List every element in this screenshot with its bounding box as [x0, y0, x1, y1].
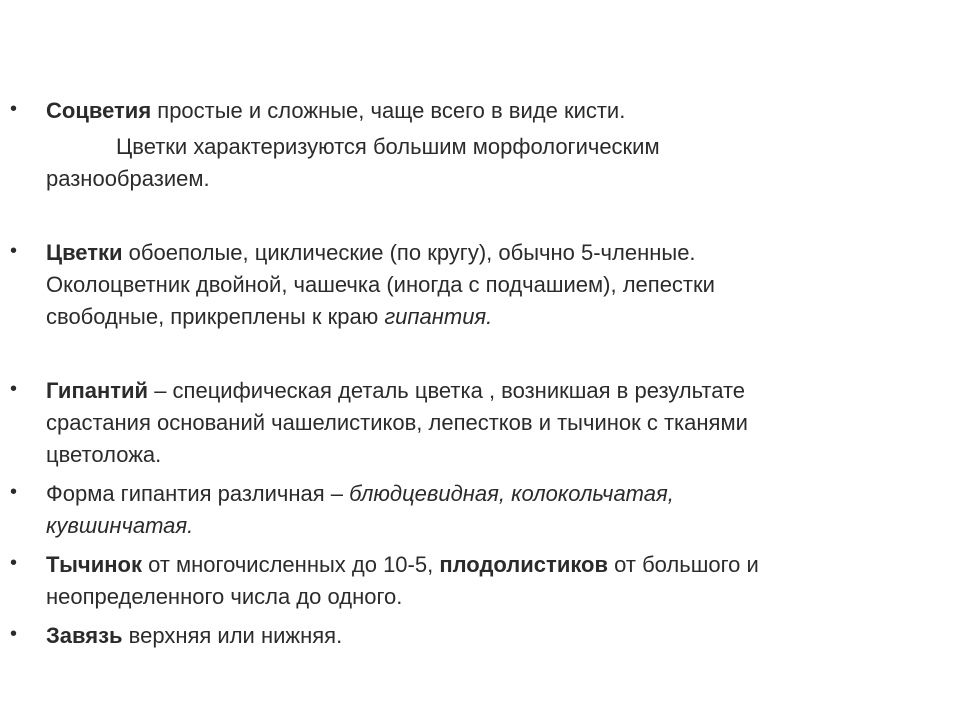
bullet-line — [46, 237, 930, 269]
bullet-icon: • — [10, 240, 18, 262]
bullet-text: Форма гипантия различная – — [46, 481, 350, 506]
bullet-line — [46, 95, 930, 127]
bullet-line — [46, 510, 930, 542]
bullet-list — [10, 95, 930, 652]
bullet-icon: • — [10, 98, 18, 120]
bullet-item-ovary — [10, 620, 930, 652]
bullet-line — [46, 478, 930, 510]
term-inflorescence: Соцветия — [46, 98, 152, 123]
bullet-line: неопределенного числа до одного. — [46, 584, 403, 609]
term-stamens: Тычинок — [46, 552, 142, 577]
bullet-line: цветоложа. — [46, 442, 162, 467]
bullet-icon: • — [10, 481, 18, 503]
italic-term: гипантия. — [384, 304, 493, 329]
bullet-line — [46, 301, 930, 333]
continuation-wrap-line: разнообразием. — [46, 166, 210, 191]
bullet-line: срастания оснований чашелистиков, лепестков и тычинок с тканями — [46, 410, 748, 435]
bullet-text: верхняя или нижняя. — [122, 623, 343, 648]
bullet-icon: • — [10, 378, 18, 400]
bullet-text: обоеполые, циклические (по кругу), обычно 5-членные. — [122, 240, 696, 265]
bullet-line — [46, 549, 930, 581]
term-flowers: Цветки — [46, 240, 123, 265]
bullet-text: свободные, прикреплены к краю — [46, 304, 385, 329]
italic-forms: кувшинчатая. — [46, 513, 194, 538]
bullet-item-inflorescence — [10, 95, 930, 195]
bullet-icon: • — [10, 552, 18, 574]
bullet-line — [46, 620, 930, 652]
term-ovary: Завязь — [46, 623, 123, 648]
bullet-text: простые и сложные, чаще всего в виде кисти. — [151, 98, 626, 123]
bullet-item-stamens — [10, 549, 930, 613]
bullet-text: от многочисленных до 10-5, — [141, 552, 440, 577]
italic-forms: блюдцевидная, колокольчатая, — [349, 481, 674, 506]
bullet-item-hypanthium-form — [10, 478, 930, 542]
bullet-text: от большого и — [608, 552, 759, 577]
term-hypanthium: Гипантий — [46, 378, 149, 403]
bullet-icon: • — [10, 623, 18, 645]
term-carpels: плодолистиков — [439, 552, 609, 577]
bullet-item-hypanthium — [10, 375, 930, 471]
bullet-text: – специфическая деталь цветка , возникшая в результате — [148, 378, 746, 403]
bullet-line: Околоцветник двойной, чашечка (иногда с подчашием), лепестки — [46, 272, 715, 297]
continuation-line: Цветки характеризуются большим морфологическим — [116, 134, 660, 159]
bullet-line — [46, 375, 930, 407]
bullet-item-flowers — [10, 237, 930, 333]
